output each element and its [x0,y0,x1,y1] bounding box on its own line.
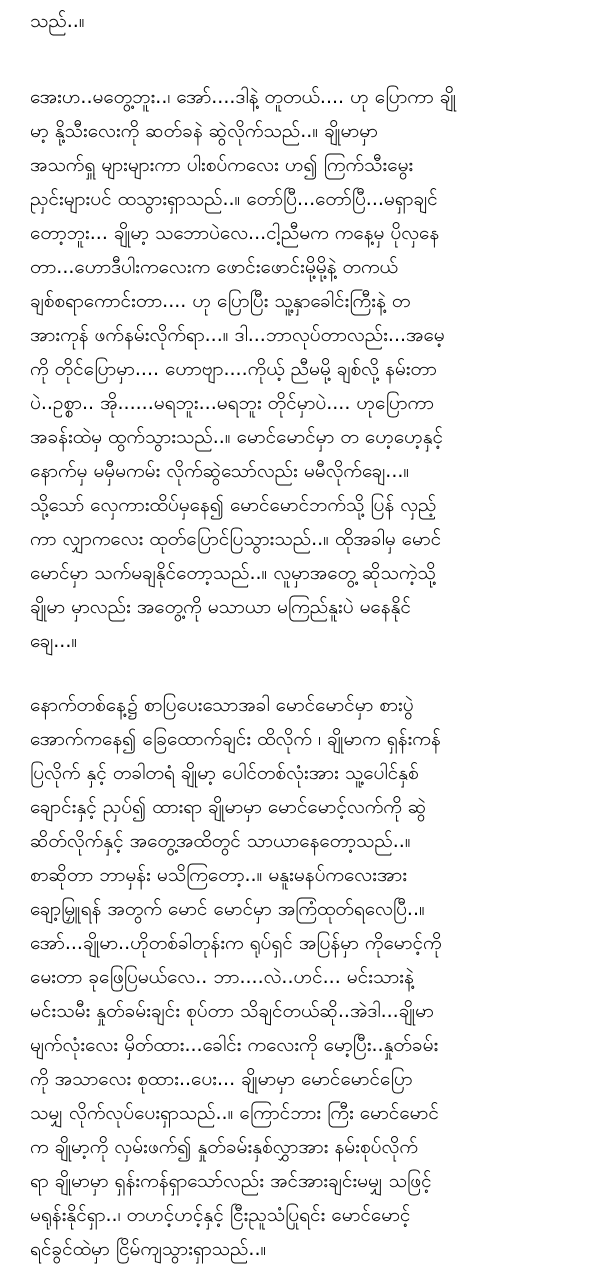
text-line: ရာ ချိုမာမှာ ရှန်းကန်ရှာသော်လည်း အင်အားချင်းမမျှ သဖြင့် [30,1170,432,1192]
text-line: မရုန်းနိုင်ရှာ..၊ တဟင့်ဟင့်နှင့် ငြီးညူသံပြုရင်း မောင်မောင့် [30,1204,411,1226]
text-line: တော့ဘူး... ချိုမာ့ သဘောပဲလေ...ငါ့ညီမက ကနေ့မှ ပိုလှနေ [30,222,440,244]
text-line: မာ့ နို့သီးလေးကို ဆတ်ခနဲ ဆွဲလိုက်သည်..။ ချိုမာမှာ [30,120,378,142]
text-line: ချစ်စရာကောင်းတာ.... ဟု ပြောပြီး သူ့နှာခေါင်းကြီးနဲ့ တ [30,290,411,312]
text-line: ကာ လျှာကလေး ထုတ်ပြောင်ပြသွားသည်..။ ထိုအခါမှ မောင် [30,528,442,550]
text-line: သမျှ လိုက်လုပ်ပေးရှာသည်..။ ကြောင်ဘား ကြီး မောင်မောင် [30,1102,439,1124]
text-line: နောက်တစ်နေ့၌ စာပြပေးသောအခါ မောင်မောင်မှာ စားပွဲ [30,694,414,716]
paragraph-3 [30,688,580,1266]
text-line: ကို အသာလေး စုထား..ပေး... ချိုမာမှာ မောင်မောင်ပြော [30,1068,413,1090]
text-line: အားကုန် ဖက်နမ်းလိုက်ရာ...။ ဒါ...ဘာလုပ်တာလည်း...အမေ့ [30,324,445,346]
text-line: ချောင်းနှင့် ညှပ်၍ ထားရာ ချိုမာမှာ မောင်မောင့်လက်ကို ဆွဲ [30,796,427,818]
text-line: သည်..။ [30,10,85,32]
text-line: ဆိတ်လိုက်နှင့် အတွေ့အထိတွင် သာယာနေတော့သည်..။ [30,830,411,852]
text-line: တာ...ဟောဒီပါးကလေးက ဖောင်းဖောင်းမို့မို့နဲ့ တကယ် [30,256,398,278]
text-line: စာဆိုတာ ဘာမှန်း မသိကြတော့..။ မနူးမနပ်ကလေးအား [30,864,408,886]
text-line: ချိုမာ မှာလည်း အတွေ့ကို မသာယာ မကြည်နူးပဲ မနေနိုင် [30,596,411,618]
text-line: မောင်မှာ သက်မချနိုင်တော့သည်..။ လူမှာအတွေ့ ဆိုသကဲ့သို့ [30,562,436,584]
text-line: ပဲ..ဥစ္စာ.. အို......မရဘူး...မရဘူး တိုင်မှာပဲ.... ဟုပြောကာ [30,392,434,414]
text-line: ရင်ခွင်ထဲမှာ ငြိမ်ကျသွားရှာသည်..။ [30,1238,267,1260]
text-line: အေးဟ..မတွေ့ဘူး..၊ အော်....ဒါနဲ့ တူတယ်.... ဟု ပြောကာ ချို [30,86,457,108]
text-line: မင်းသမီး နှုတ်ခမ်းချင်း စုပ်တာ သိချင်တယ်ဆို..အဲဒါ...ချိုမာ [30,1000,434,1022]
text-line: ညှင်းများပင် ထသွားရှာသည်..။ တော်ပြီ...တော်ပြီ...မရှာချင် [30,188,438,210]
text-line: နောက်မှ မမှီမကမ်း လိုက်ဆွဲသော်လည်း မမီလိုက်ချေ...။ [30,460,410,482]
text-line: အသက်ရှူ များများကာ ပါးစပ်ကလေး ဟ၍ ကြက်သီးမွေး [30,154,414,176]
text-line: မျက်လုံးလေး မှိတ်ထား...ခေါင်း ကလေးကို မော့ပြီး..နှုတ်ခမ်း [30,1034,439,1056]
text-line: မေးတာ ခုဖြေပြမယ်လေ.. ဘာ....လဲ..ဟင်... မင်းသားနဲ့ [30,966,414,988]
text-line: အောက်ကနေ၍ ခြေထောက်ချင်း ထိလိုက် ၊ ချိုမာက ရှန်းကန် [30,728,441,750]
paragraph-2 [30,80,580,658]
text-line: ကို တိုင်ပြောမှာ.... ဟောဗျာ....ကိုယ့် ညီမမို့ ချစ်လို့ နမ်းတာ [30,358,437,380]
text-line: က ချိုမာ့ကို လှမ်းဖက်၍ နှုတ်ခမ်းနှစ်လွှာအား နမ်းစုပ်လိုက် [30,1136,418,1158]
text-line: ပြလိုက် နှင့် တခါတရံ ချိုမာ့ ပေါင်တစ်လုံးအား သူ့ပေါင်နှစ် [30,762,419,784]
paragraph-1 [30,4,580,38]
text-line: ချေ...။ [30,630,78,652]
text-line: သို့သော် လှေကားထိပ်မှနေ၍ မောင်မောင်ဘက်သို့ ပြန် လှည့် [30,494,437,516]
text-line: အော်...ချိုမာ..ဟိုတစ်ခါတုန်းက ရုပ်ရှင် အပြန်မှာ ကိုမောင့်ကို [30,932,442,954]
text-line: အခန်းထဲမှ ထွက်သွားသည်..။ မောင်မောင်မှာ တ ဟေ့ဟေ့နှင့် [30,426,444,448]
text-line: ချော့မြှူရန် အတွက် မောင် မောင်မှာ အကြံထုတ်ရလေပြီ..။ [30,898,425,920]
